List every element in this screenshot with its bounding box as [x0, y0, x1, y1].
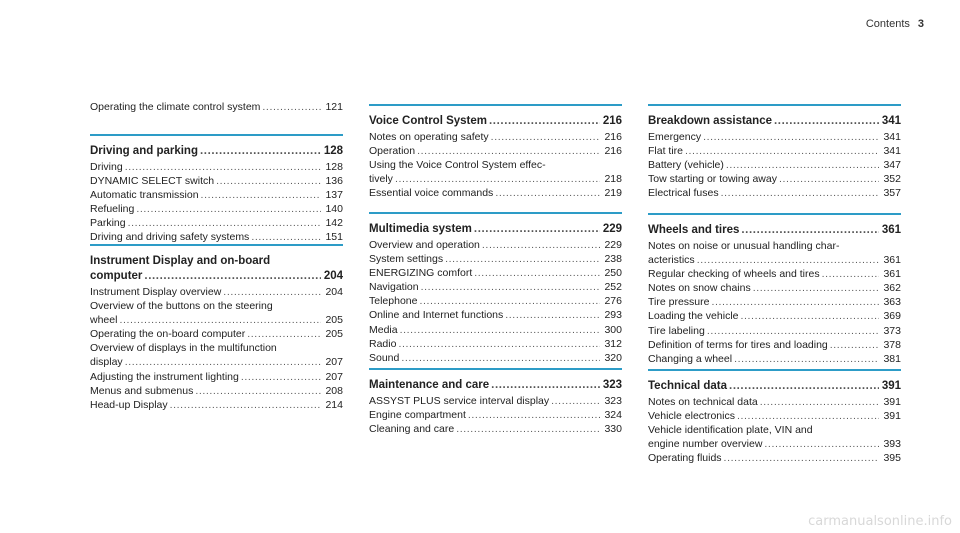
page-number: 361	[883, 268, 901, 281]
leader-dots	[398, 337, 600, 351]
leader-dots	[119, 313, 321, 327]
entry-title: Parking	[90, 217, 126, 230]
toc-section-heading[interactable]	[648, 379, 901, 394]
toc-entry[interactable]	[90, 160, 343, 174]
leader-dots	[201, 188, 321, 202]
entry-title: Automatic transmission	[90, 189, 199, 202]
entry-title: Operating the on-board computer	[90, 328, 246, 341]
toc-entry[interactable]	[90, 313, 343, 327]
entry-title: Battery (vehicle)	[648, 159, 724, 172]
toc-section	[369, 212, 622, 365]
toc-section-heading[interactable]	[369, 378, 622, 393]
entry-title: Essential voice commands	[369, 187, 494, 200]
toc-entry[interactable]	[90, 398, 343, 412]
page-number: 361	[881, 224, 901, 236]
toc-entry[interactable]	[369, 266, 622, 280]
page-number: 391	[881, 380, 901, 392]
page-number: 137	[325, 189, 343, 202]
toc-entry[interactable]	[648, 295, 901, 309]
toc-entry-line: Overview of displays in the multifunction	[90, 342, 277, 355]
toc-entry-line: Vehicle identification plate, VIN and	[648, 424, 813, 437]
toc-entry[interactable]	[90, 230, 343, 244]
section-title: computer	[90, 270, 143, 282]
leader-dots	[144, 269, 321, 284]
leader-dots	[703, 130, 879, 144]
entry-title: Operating fluids	[648, 452, 722, 465]
leader-dots	[491, 130, 600, 144]
page-number: 341	[883, 145, 901, 158]
page-number: 204	[325, 286, 343, 298]
toc-entry[interactable]	[369, 294, 622, 308]
entry-title: Overview and operation	[369, 239, 480, 251]
toc-entry[interactable]	[648, 158, 901, 172]
toc-section	[90, 134, 343, 245]
leader-dots	[495, 186, 600, 200]
entry-title: Emergency	[648, 131, 702, 143]
toc-section-heading-line: Instrument Display and on-board	[90, 255, 271, 267]
toc-entry[interactable]	[90, 327, 343, 341]
leader-dots	[489, 114, 600, 129]
page-number: 300	[604, 323, 622, 336]
leader-dots	[741, 223, 879, 238]
toc-entry[interactable]	[648, 395, 901, 409]
leader-dots	[491, 378, 600, 393]
entry-title: Cleaning and care	[369, 423, 455, 436]
leader-dots	[241, 370, 321, 384]
page-number: 216	[602, 115, 622, 127]
page-number: 205	[325, 314, 343, 327]
entry-title: tively	[369, 173, 393, 186]
leader-dots	[830, 338, 879, 352]
toc-section	[369, 368, 622, 436]
entry-title: acteristics	[648, 254, 695, 267]
entry-title: DYNAMIC SELECT switch	[90, 175, 215, 188]
leader-dots	[697, 253, 879, 267]
toc-entry[interactable]	[369, 422, 622, 436]
entry-title: Vehicle electronics	[648, 410, 735, 423]
leader-dots	[400, 323, 600, 337]
leader-dots	[482, 238, 600, 252]
toc-entry[interactable]	[90, 216, 343, 230]
toc-section-heading[interactable]	[90, 144, 343, 159]
page-number: 320	[604, 351, 622, 364]
toc-entry[interactable]	[90, 384, 343, 398]
leader-dots	[711, 295, 879, 309]
toc-entry[interactable]	[648, 451, 901, 465]
leader-dots	[764, 437, 879, 451]
leader-dots	[474, 222, 600, 237]
entry-title: Sound	[369, 351, 400, 364]
page-number: 323	[602, 379, 622, 391]
leader-dots	[419, 294, 600, 308]
entry-title: Driving	[90, 161, 123, 173]
toc-entry-line: Notes on noise or unusual handling char-	[648, 240, 840, 252]
leader-dots	[505, 308, 600, 322]
toc-entry[interactable]	[648, 324, 901, 338]
page-number: 324	[604, 409, 622, 422]
toc-entry[interactable]	[369, 394, 622, 408]
entry-title: Refueling	[90, 203, 135, 216]
entry-title: engine number overview	[648, 438, 763, 451]
leader-dots	[195, 384, 321, 398]
page-number: 352	[883, 173, 901, 186]
toc-entry-line: Using the Voice Control System effec-	[369, 159, 546, 172]
page-number: 363	[883, 296, 901, 309]
leader-dots	[251, 230, 321, 244]
toc-entry[interactable]	[648, 437, 901, 451]
entry-title: Adjusting the instrument lighting	[90, 370, 239, 383]
page-number: 216	[604, 131, 622, 143]
entry-title: Instrument Display overview	[90, 286, 222, 298]
leader-dots	[395, 172, 600, 186]
page-number: 218	[604, 173, 622, 186]
toc-entry-line: Overview of the buttons on the steering	[90, 300, 273, 313]
page-number: 395	[883, 452, 901, 465]
leader-dots	[468, 408, 600, 422]
page-number: 128	[325, 161, 343, 173]
leader-dots	[726, 158, 879, 172]
toc-entry[interactable]	[648, 338, 901, 352]
toc-entry[interactable]	[369, 280, 622, 294]
leader-dots	[707, 324, 879, 338]
entry-title: ENERGIZING comfort	[369, 267, 473, 280]
entry-title: Head-up Display	[90, 398, 168, 411]
toc-entry[interactable]	[369, 252, 622, 266]
toc-entry[interactable]	[90, 174, 343, 188]
toc-entry[interactable]	[90, 202, 343, 216]
entry-title: Regular checking of wheels and tires	[648, 268, 820, 281]
section-title: Voice Control System	[369, 115, 488, 127]
toc-entry[interactable]	[648, 130, 901, 144]
leader-dots	[216, 174, 321, 188]
toc-section-heading[interactable]	[369, 114, 622, 129]
toc-entry[interactable]	[648, 409, 901, 423]
page-number: 357	[883, 187, 901, 200]
leader-dots	[262, 100, 321, 114]
toc-entry[interactable]	[369, 337, 622, 351]
toc-entry[interactable]	[648, 172, 901, 186]
page-number: 361	[883, 254, 901, 267]
page-number: 207	[325, 370, 343, 383]
leader-dots	[724, 451, 879, 465]
page-number: 216	[604, 145, 622, 158]
section-title: Technical data	[648, 380, 728, 392]
leader-dots	[753, 281, 879, 295]
page-number: 208	[325, 384, 343, 397]
page-number: 373	[883, 324, 901, 337]
page-number: 347	[883, 159, 901, 172]
entry-title: Navigation	[369, 281, 419, 294]
page-number: 252	[604, 281, 622, 294]
leader-dots	[247, 327, 321, 341]
toc-section	[648, 104, 901, 200]
entry-title: Driving and driving safety systems	[90, 231, 250, 244]
leader-dots	[128, 216, 321, 230]
page-number: 378	[883, 338, 901, 351]
page-number: 391	[883, 410, 901, 423]
section-title: Maintenance and care	[369, 379, 490, 391]
toc-section	[648, 213, 901, 366]
toc-section	[90, 244, 343, 412]
page-number: 293	[604, 309, 622, 322]
page-number: 250	[604, 267, 622, 280]
toc-entry[interactable]	[369, 130, 622, 144]
leader-dots	[136, 202, 321, 216]
entry-title: Tow starting or towing away	[648, 173, 777, 186]
entry-title: System settings	[369, 253, 444, 266]
toc-section	[369, 104, 622, 200]
toc-entry[interactable]	[369, 308, 622, 322]
page-number: 121	[325, 101, 343, 113]
leader-dots	[721, 186, 879, 200]
entry-title: Definition of terms for tires and loading	[648, 338, 828, 351]
page-number: 229	[602, 223, 622, 235]
leader-dots	[170, 398, 321, 412]
entry-title: Notes on operating safety	[369, 131, 489, 143]
leader-dots	[223, 285, 321, 299]
entry-title: Loading the vehicle	[648, 310, 739, 323]
leader-dots	[421, 280, 600, 294]
section-title: Wheels and tires	[648, 224, 740, 236]
section-title: Multimedia system	[369, 223, 472, 235]
entry-title: Radio	[369, 337, 397, 350]
leader-dots	[125, 355, 321, 369]
header-page-number: 3	[917, 18, 924, 30]
page-number: 341	[881, 115, 901, 127]
entry-title: Flat tire	[648, 145, 684, 158]
toc-section-heading[interactable]	[90, 269, 343, 284]
page-number: 219	[604, 187, 622, 200]
page-number: 330	[604, 423, 622, 436]
toc-entry[interactable]	[369, 238, 622, 252]
section-title: Breakdown assistance	[648, 115, 773, 127]
leader-dots	[685, 144, 879, 158]
entry-title: Notes on technical data	[648, 396, 758, 408]
toc-entry[interactable]	[369, 144, 622, 158]
leader-dots	[779, 172, 879, 186]
toc-entry[interactable]	[648, 352, 901, 366]
toc-entry[interactable]	[369, 351, 622, 365]
page-number: 207	[325, 356, 343, 369]
page-number: 369	[883, 310, 901, 323]
toc-entry[interactable]	[90, 285, 343, 299]
page-number: 151	[325, 231, 343, 244]
page-number: 128	[323, 145, 343, 157]
leader-dots	[729, 379, 879, 394]
toc-entry[interactable]	[90, 188, 343, 202]
leader-dots	[474, 266, 600, 280]
entry-title: wheel	[90, 314, 118, 327]
toc-entry[interactable]	[90, 100, 343, 114]
toc-entry[interactable]	[90, 355, 343, 369]
entry-title: Notes on snow chains	[648, 282, 751, 295]
page-number: 238	[604, 253, 622, 266]
page-number: 362	[883, 282, 901, 295]
entry-title: Changing a wheel	[648, 352, 733, 365]
leader-dots	[737, 409, 879, 423]
entry-title: Menus and submenus	[90, 384, 194, 397]
toc-section	[648, 369, 901, 465]
page-number: 323	[604, 395, 622, 407]
entry-title: Tire labeling	[648, 324, 705, 337]
toc-entry[interactable]	[90, 370, 343, 384]
toc-entry[interactable]	[369, 186, 622, 200]
entry-title: Electrical fuses	[648, 187, 719, 200]
entry-title: ASSYST PLUS service interval display	[369, 395, 550, 407]
leader-dots	[734, 352, 879, 366]
entry-title: Telephone	[369, 295, 418, 308]
leader-dots	[200, 144, 321, 159]
toc-section-heading[interactable]	[648, 223, 901, 238]
toc-entry[interactable]	[369, 323, 622, 337]
toc-entry[interactable]	[648, 267, 901, 281]
entry-title: Operation	[369, 145, 416, 158]
running-header	[866, 18, 924, 30]
page-number: 393	[883, 438, 901, 451]
page-number: 205	[325, 328, 343, 341]
page-number: 142	[325, 217, 343, 230]
page-number: 136	[325, 175, 343, 188]
page-number: 214	[325, 398, 343, 411]
leader-dots	[401, 351, 600, 365]
page-number: 276	[604, 295, 622, 308]
toc-section-heading[interactable]	[369, 222, 622, 237]
entry-title: Operating the climate control system	[90, 101, 261, 113]
entry-title: Engine compartment	[369, 409, 466, 422]
leader-dots	[822, 267, 879, 281]
leader-dots	[456, 422, 600, 436]
entry-title: Online and Internet functions	[369, 309, 504, 322]
entry-title: Tire pressure	[648, 296, 710, 309]
toc-entry[interactable]	[648, 144, 901, 158]
page-number: 391	[883, 396, 901, 408]
toc-section	[90, 100, 343, 114]
leader-dots	[125, 160, 321, 174]
leader-dots	[760, 395, 879, 409]
leader-dots	[417, 144, 600, 158]
page-number: 140	[325, 203, 343, 216]
leader-dots	[445, 252, 600, 266]
entry-title: display	[90, 356, 123, 369]
header-title: Contents	[865, 18, 910, 30]
leader-dots	[741, 309, 880, 323]
page-number: 204	[323, 270, 343, 282]
watermark: carmanualsonline.info	[808, 514, 952, 529]
page-number: 341	[883, 131, 901, 143]
toc-entry[interactable]	[648, 186, 901, 200]
page-number: 381	[883, 352, 901, 365]
toc-entry[interactable]	[648, 253, 901, 267]
toc-entry[interactable]	[369, 172, 622, 186]
page-number: 229	[604, 239, 622, 251]
toc-section-heading[interactable]	[648, 114, 901, 129]
leader-dots	[551, 394, 600, 408]
page-number: 312	[604, 337, 622, 350]
toc-entry[interactable]	[369, 408, 622, 422]
toc-entry[interactable]	[648, 281, 901, 295]
entry-title: Media	[369, 323, 398, 336]
toc-entry[interactable]	[648, 309, 901, 323]
section-title: Driving and parking	[90, 145, 198, 157]
leader-dots	[774, 114, 879, 129]
